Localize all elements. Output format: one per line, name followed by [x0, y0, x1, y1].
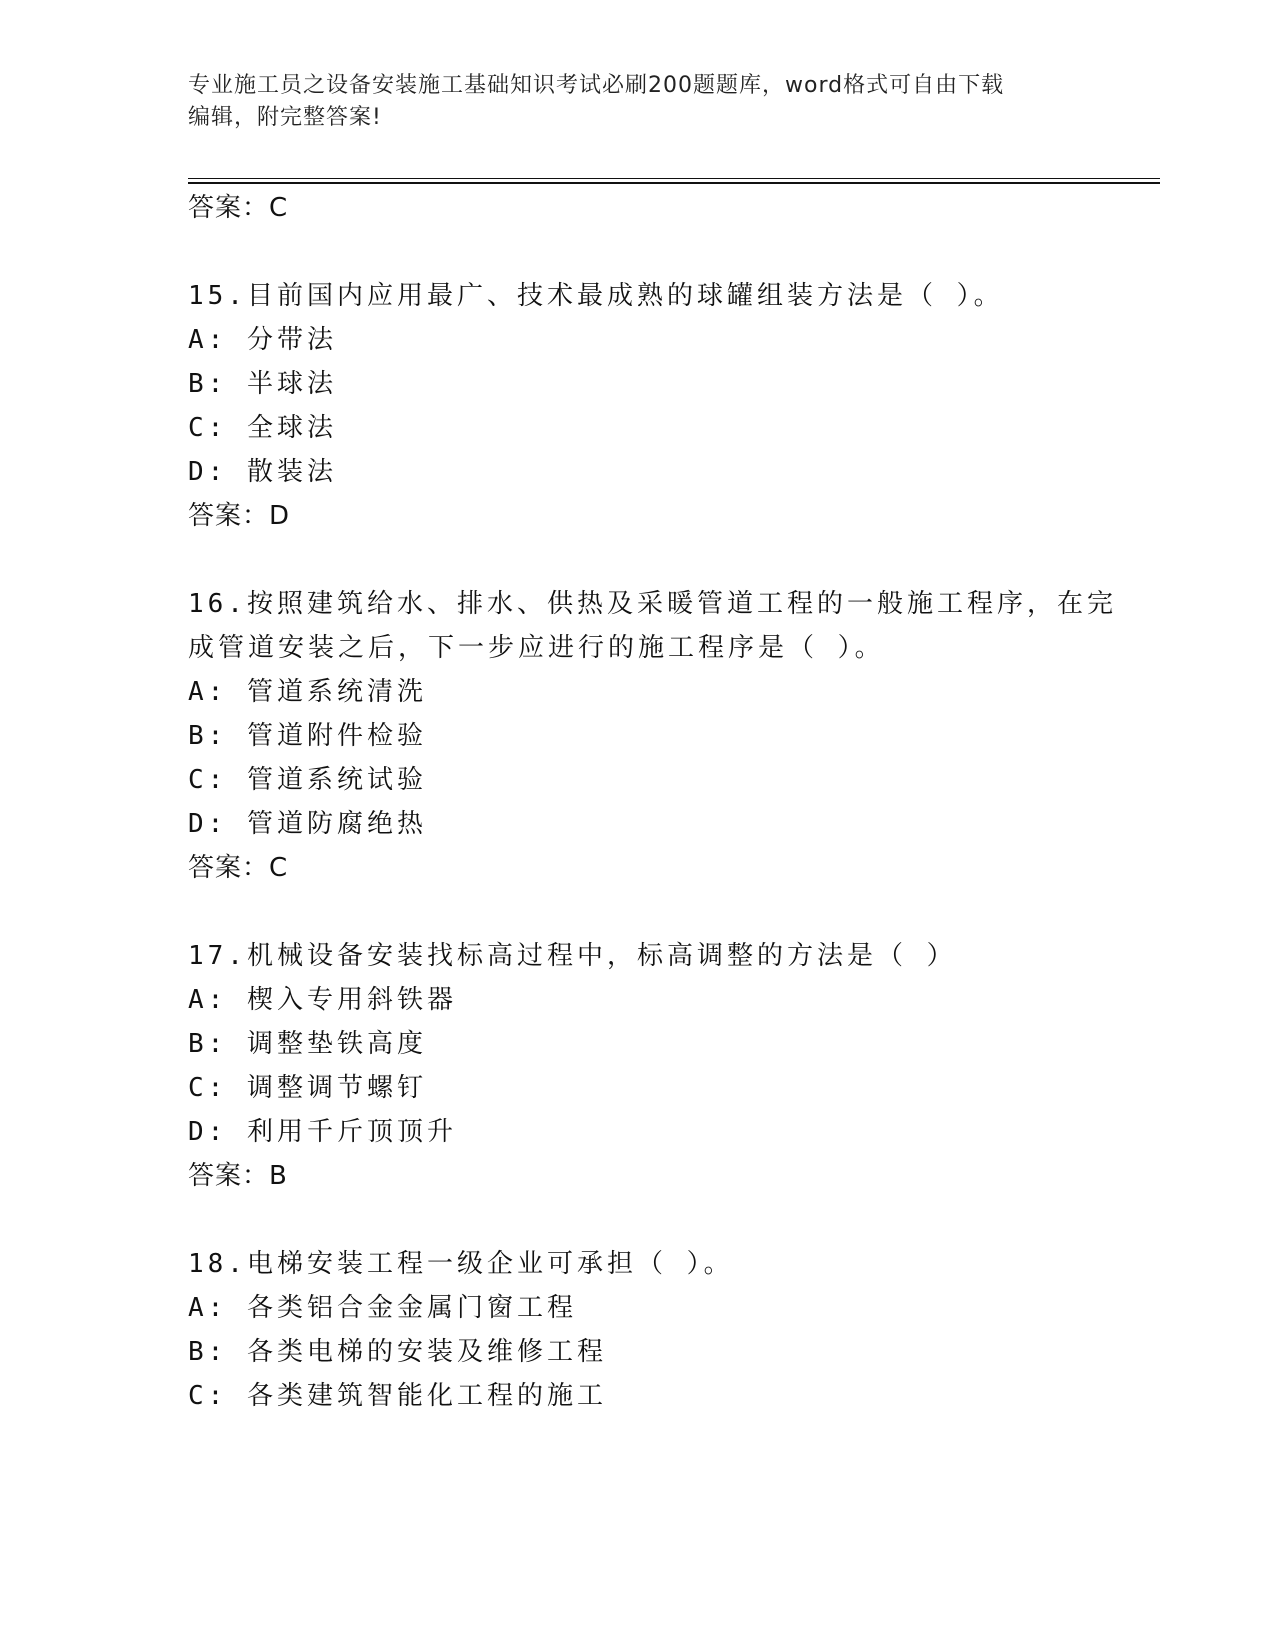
- question-16-stem-line-1: 16.按照建筑给水、排水、供热及采暖管道工程的一般施工程序，在完: [188, 589, 1117, 619]
- question-17-option-a: A: 楔入专用斜铁器: [188, 985, 457, 1015]
- question-15-answer: 答案：D: [188, 501, 291, 531]
- question-17-option-d: D: 利用千斤顶顶升: [188, 1117, 457, 1147]
- question-17-option-b: B: 调整垫铁高度: [188, 1029, 427, 1059]
- question-16-option-c: C: 管道系统试验: [188, 765, 427, 795]
- question-15-option-b: B: 半球法: [188, 369, 337, 399]
- question-16-answer: 答案：C: [188, 853, 289, 883]
- header-divider-thin: [188, 178, 1160, 179]
- header-title-line-2: 编辑，附完整答案!: [188, 105, 382, 130]
- question-16-option-a: A: 管道系统清洗: [188, 677, 427, 707]
- question-16-option-b: B: 管道附件检验: [188, 721, 427, 751]
- question-17-stem: 17.机械设备安装找标高过程中，标高调整的方法是（ ）: [188, 941, 957, 971]
- header-title-line-1: 专业施工员之设备安装施工基础知识考试必刷200题题库，word格式可自由下载: [188, 73, 1005, 98]
- question-16-option-d: D: 管道防腐绝热: [188, 809, 427, 839]
- question-18-stem: 18.电梯安装工程一级企业可承担（ ）。: [188, 1249, 734, 1279]
- question-15-stem: 15.目前国内应用最广、技术最成熟的球罐组装方法是（ ）。: [188, 281, 1004, 311]
- question-18-option-b: B: 各类电梯的安装及维修工程: [188, 1337, 607, 1367]
- document-header: [188, 70, 1068, 134]
- question-15-option-a: A: 分带法: [188, 325, 337, 355]
- question-18-option-a: A: 各类铝合金金属门窗工程: [188, 1293, 577, 1323]
- header-divider-thick: [188, 182, 1160, 184]
- question-15-option-d: D: 散装法: [188, 457, 337, 487]
- question-17-option-c: C: 调整调节螺钉: [188, 1073, 427, 1103]
- question-15-option-c: C: 全球法: [188, 413, 337, 443]
- question-17-answer: 答案：B: [188, 1161, 288, 1191]
- question-18-option-c: C: 各类建筑智能化工程的施工: [188, 1381, 607, 1411]
- answer-prev: 答案：C: [188, 193, 289, 223]
- question-16-stem-line-2: 成管道安装之后，下一步应进行的施工程序是（ ）。: [188, 633, 885, 663]
